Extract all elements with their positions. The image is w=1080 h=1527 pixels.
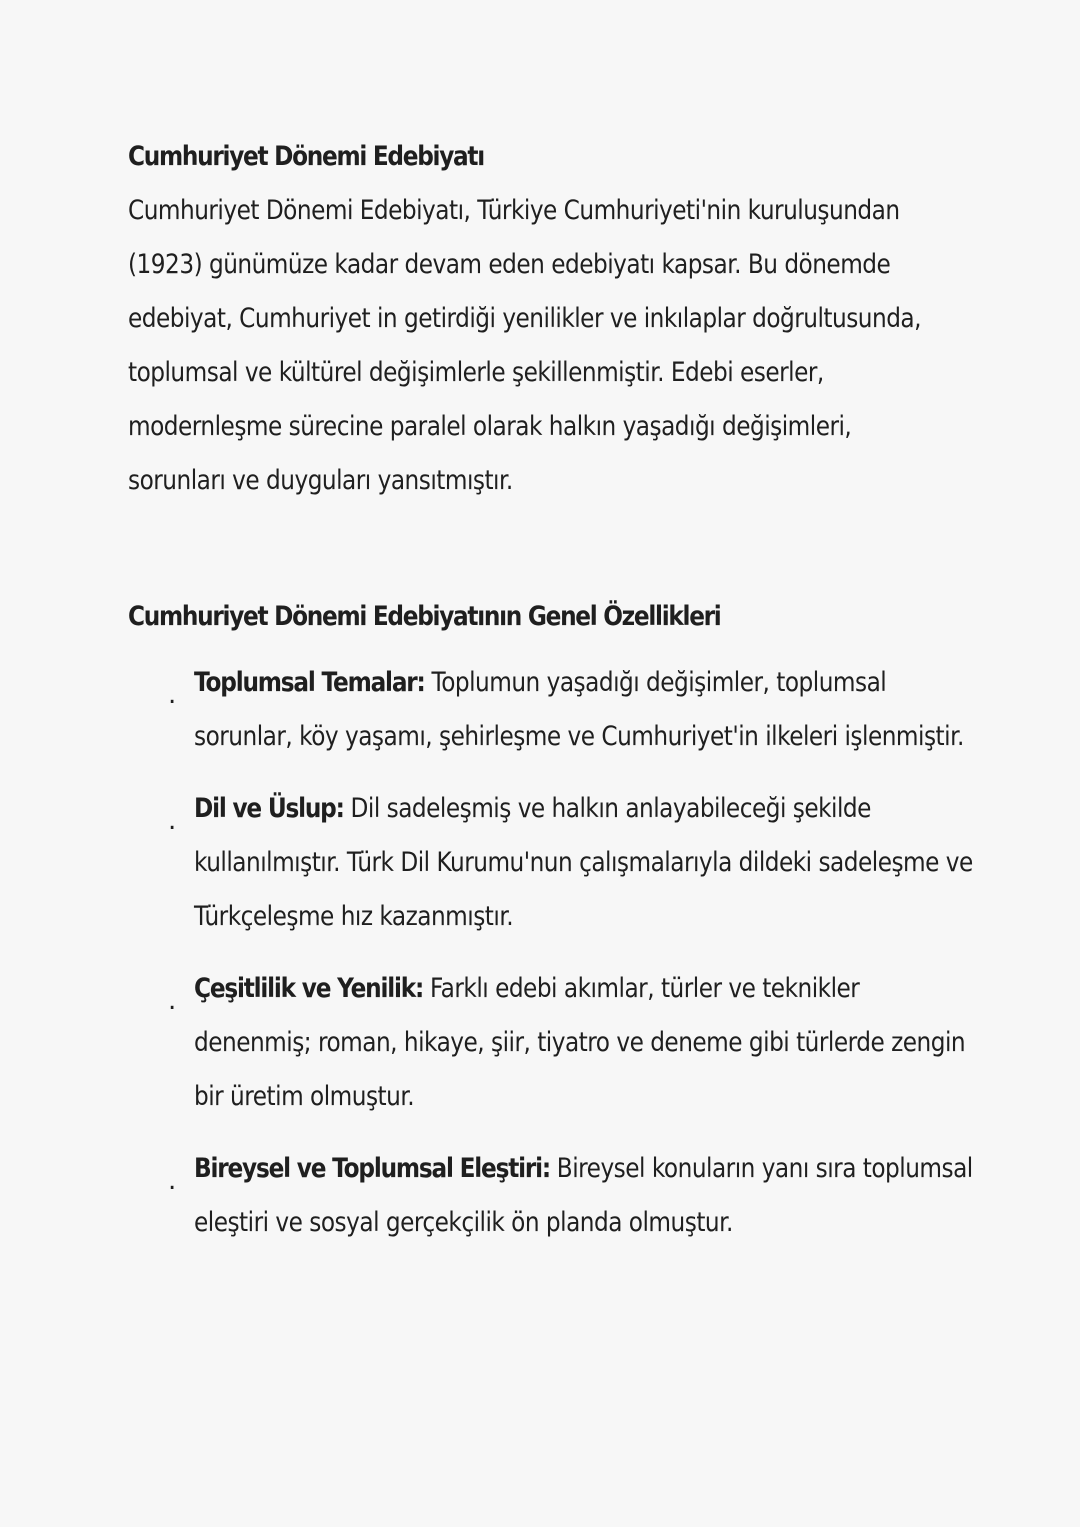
feature-item bbox=[128, 656, 964, 764]
feature-title: Bireysel ve Toplumsal Eleştiri: bbox=[194, 1153, 550, 1184]
feature-description: Dil sadeleşmiş ve halkın anlayabileceği şekilde kullanılmıştır. Türk Dil Kurumu'nun çalışmalarıyla dildeki sadeleşme ve Türkçeleşme hız kazanmıştır. bbox=[194, 793, 973, 932]
bullet-marker: . bbox=[168, 806, 177, 836]
feature-title: Dil ve Üslup: bbox=[194, 793, 344, 824]
bullet-marker: . bbox=[168, 986, 177, 1016]
section-title: Cumhuriyet Dönemi Edebiyatı bbox=[128, 141, 484, 172]
feature-title: Toplumsal Temalar: bbox=[194, 667, 425, 698]
feature-text bbox=[194, 962, 977, 1124]
feature-description: Toplumun yaşadığı değişimler, toplumsal sorunlar, köy yaşamı, şehirleşme ve Cumhuriyet'in ilkeleri işlenmiştir. bbox=[194, 667, 964, 752]
feature-item bbox=[128, 1142, 973, 1250]
section-features bbox=[128, 590, 973, 1268]
intro-paragraph: Cumhuriyet Dönemi Edebiyatı, Türkiye Cumhuriyeti'nin kuruluşundan (1923) günümüze kadar devam eden edebiyatı kapsar. Bu dönemde edebiyat, Cumhuriyet in getirdiği yenilikler ve inkılaplar doğrultusunda, toplumsal ve kültürel değişimlerle şekillenmiştir. Edebi eserler, modernleşme sürecine paralel olarak halkın yaşadığı değişimleri, sorunları ve duyguları yansıtmıştır. bbox=[128, 195, 922, 496]
bullet-marker: . bbox=[168, 1166, 177, 1196]
feature-text bbox=[194, 656, 977, 764]
feature-description: Bireysel konuların yanı sıra toplumsal eleştiri ve sosyal gerçekçilik ön planda olmuştur. bbox=[194, 1153, 973, 1238]
feature-text bbox=[194, 1142, 977, 1250]
bullet-marker: . bbox=[168, 680, 177, 710]
feature-item bbox=[128, 962, 966, 1124]
section-intro bbox=[128, 130, 948, 508]
feature-item bbox=[128, 782, 973, 944]
feature-text bbox=[194, 782, 977, 944]
features-list bbox=[128, 656, 973, 1250]
features-title: Cumhuriyet Dönemi Edebiyatının Genel Özellikleri bbox=[128, 601, 721, 632]
feature-title: Çeşitlilik ve Yenilik: bbox=[194, 973, 424, 1004]
feature-description: Farklı edebi akımlar, türler ve teknikler denenmiş; roman, hikaye, şiir, tiyatro ve deneme gibi türlerde zengin bir üretim olmuştur. bbox=[194, 973, 966, 1112]
